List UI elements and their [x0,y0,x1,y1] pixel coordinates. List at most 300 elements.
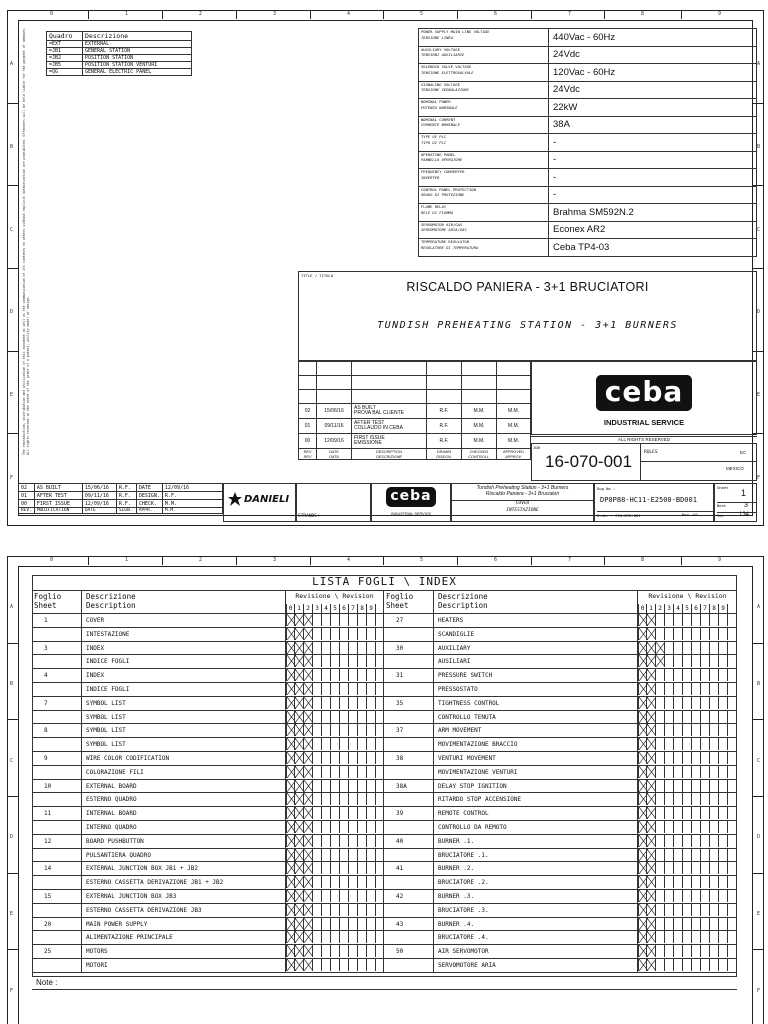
rev-cell [647,752,656,764]
rev-date: 09/11/16 [317,419,352,434]
index-revisions [286,724,383,737]
rev-cell [340,835,349,847]
bottom-title-1: Tundish Preheating Station - 3+1 Burners [476,485,569,491]
revision-cross-icon [295,918,304,930]
rev-cell [710,780,719,792]
index-revisions [286,890,383,903]
ruler-row-label-right: B [757,144,761,150]
ruler-row-tick [7,268,18,269]
rev-cell [710,945,719,957]
index-sheet-number: 12 [32,835,82,848]
rev-cell [295,862,304,874]
revision-cross-icon [647,669,656,681]
rev-cell [340,738,349,750]
rev-cell [692,793,701,805]
rev-cell [349,904,358,916]
rev-cell [295,821,304,833]
rev-cell [295,945,304,957]
bottom-rev-cell: CHECK. [136,500,162,508]
spec-label: SERVOMOTOR AIR/GAS [421,221,463,227]
rev-cell [719,655,728,667]
spec-value: 120Vac - 60Hz [549,64,757,82]
rev-cell [304,628,313,640]
ruler-col-label: 9 [718,11,722,17]
ruler-row-tick [753,873,764,874]
revision-label: Revisione \ Revision [648,592,727,600]
rev-approved: M.M. [497,404,531,419]
index-sheet-number: 30 [384,642,434,655]
rev-cell [349,862,358,874]
index-revisions [286,959,383,972]
rev-cell [665,821,674,833]
rev-cell [349,807,358,819]
rev-cell [304,738,313,750]
bottom-rev-cell: 00 [19,500,35,508]
index-sheet-number: 3 [32,642,82,655]
rev-cell [674,780,683,792]
rev-cell [683,904,692,916]
rev-head-cell: APPROVED [497,449,531,455]
index-sheet-number [384,959,434,972]
rev-cell [331,918,340,930]
index-row [384,752,737,766]
rev-cell [710,614,719,626]
tot-number: 134 [739,512,750,518]
rev-cell [313,835,322,847]
dwg-number: DP0P88-HC11-E2500-BD001 [600,496,697,504]
rev-cell [313,807,322,819]
rev-cell [638,849,647,861]
rev-cell [358,793,367,805]
ruler-row-tick [7,873,18,874]
rev-cell [692,780,701,792]
rev-cell [719,766,728,778]
index-sheet-number: 7 [32,697,82,710]
index-sheet-number [32,628,82,641]
revision-cross-icon [295,862,304,874]
bottom-rev-cell: 12/09/16 [82,500,116,508]
rev-cell [692,807,701,819]
index-row [32,793,383,807]
ruler-row-tick [7,433,18,434]
rev-cell [638,711,647,723]
rev-cell [710,655,719,667]
rev-cell [710,628,719,640]
ruler-col-tick [681,556,682,565]
bottom-rev-cell: R.F. [116,500,136,508]
index-revisions [286,752,383,765]
revision-cross-icon [304,711,313,723]
rev-cell [313,793,322,805]
spec-row [419,169,757,187]
index-row [32,655,383,669]
rev-cell [683,628,692,640]
spec-row [419,186,757,204]
rev-cell [349,821,358,833]
index-sheet-number: 31 [384,669,434,682]
rev-cell [322,890,331,902]
rev-cell [719,945,728,957]
ruler-col-label: 2 [199,557,203,563]
index-row [384,904,737,918]
rev-cell [331,876,340,888]
rev-cell [665,711,674,723]
rev-cell [286,849,295,861]
spec-label: SOLENOID VALVE VOLTAGE [421,64,472,69]
index-description: COLORAZIONE FILI [82,766,286,779]
rev-date: 12/09/16 [317,434,352,449]
ruler-row-label-left: A [10,604,14,611]
rev-cell [692,945,701,957]
rev-cell [295,614,304,626]
index-row [32,669,383,683]
index-row [32,628,383,642]
rev-cell [674,945,683,957]
rev-cell [313,945,322,957]
rev-cell [674,669,683,681]
rev-cell [638,628,647,640]
rev-cell [340,918,349,930]
rev-cell [710,849,719,861]
index-sheet-number [384,793,434,806]
rev-cell [656,849,665,861]
bottom-title-4: INTESTAZIONE [506,508,539,513]
rev-cell [638,793,647,805]
spec-sub: SERVOMOTORE ARIA/GAS [421,227,467,232]
spec-label: NOMINAL POWER [421,99,451,104]
rev-cell [683,835,692,847]
spec-label: NOMINAL CURRENT [421,116,456,122]
rev-cell [286,642,295,654]
foglio-label: Foglio [34,592,62,601]
index-sheet-number [384,766,434,779]
spec-row [419,99,757,117]
rev-cell [331,766,340,778]
bottom-rev-cell: 12/09/16 [162,484,222,492]
star-icon [228,492,242,506]
industrial-service: INDUSTRIAL SERVICE [603,418,685,427]
ruler-row-label-right: C [757,226,761,233]
index-row [32,904,383,918]
index-revisions [286,835,383,848]
rev-cell [665,614,674,626]
ruler-col-label: 3 [273,11,277,17]
index-sheet-number [32,849,82,862]
rev-cell [656,807,665,819]
index-sheet-number: 43 [384,918,434,931]
bottom-rev-cell: 15/06/16 [82,484,116,492]
index-row [384,780,737,794]
rev-cell [701,752,710,764]
rev-cell [295,669,304,681]
rev-cell [692,614,701,626]
rev-cell [701,655,710,667]
ruler-col-tick [310,556,311,565]
rev-cell [674,807,683,819]
rev-cell [331,959,340,971]
ruler-row-tick [7,643,18,644]
index-row [32,697,383,711]
rev-desc-cell [352,404,427,419]
rev-cell [692,862,701,874]
revision-label: Revisione \ Revision [295,592,374,600]
rev-cell [367,780,376,792]
rev-approved: M.M. [497,434,531,449]
index-description: INDEX [82,642,286,655]
ceba-small-block [371,483,451,522]
index-description: BURNER .2. [434,862,638,875]
rev-cell [340,959,349,971]
index-left-table [32,591,384,973]
rev-cell [322,807,331,819]
index-description: VENTURI MOVEMENT [434,752,638,765]
ruler-col-tick [457,10,458,19]
index-description: WIRE COLOR CODIFICATION [82,752,286,765]
index-row [32,780,383,794]
index-sheet-number [384,655,434,668]
rev-cell [647,669,656,681]
index-sheet-number [32,821,82,834]
spec-row [419,134,757,152]
revision-cross-icon [647,931,656,943]
rev-cell [313,918,322,930]
rev-cell [719,738,728,750]
index-sheet-number [384,849,434,862]
ruler-row-label-left: A [10,61,14,68]
index-revisions [638,655,737,668]
rev-cell [638,642,647,654]
all-rights: ALL RIGHTS RESERVED [531,436,757,442]
rev-desc-2: PROVA BAL CLIENTE [354,410,405,416]
rev-cell [701,931,710,943]
index-revisions [638,835,737,848]
bottom-rev-row [19,492,223,500]
rev-cell [349,724,358,736]
index-description: DELAY STOP IGNITION [434,780,638,793]
rev-cell [304,807,313,819]
index-row [384,642,737,656]
ruler-col-tick [531,10,532,19]
index-description: BRUCIATORE .1. [434,849,638,862]
country-divider [640,461,757,462]
ruler-row-tick [753,949,764,950]
ruler-col-label: 3 [273,557,277,563]
revision-cross-icon [304,931,313,943]
rev-cell [367,821,376,833]
rev-cell [304,669,313,681]
rev-cell [358,724,367,736]
rev-digit: 2 [304,604,313,613]
ruler-col-tick [310,10,311,19]
rev-cell [701,821,710,833]
rev-cell [358,669,367,681]
rev-cell [322,904,331,916]
rev-head-sub-cell: CONTROLL. [462,455,497,460]
rev-cell [322,738,331,750]
rev-cell [304,862,313,874]
rev-cell [719,918,728,930]
index-row [32,835,383,849]
revision-cross-icon [295,614,304,626]
dwg-label: Dwg No : [597,486,616,491]
industrial-service-small: INDUSTRIAL SERVICE [390,512,432,516]
revision-cross-icon [304,793,313,805]
rev-cell [304,655,313,667]
index-description: BURNER .1. [434,835,638,848]
rev-head-sub-cell: DISEGN. [427,455,462,460]
rev-cell [367,766,376,778]
desc-col-head [434,591,638,613]
rev-cell [692,642,701,654]
rev-cell [313,738,322,750]
revision-cross-icon [304,849,313,861]
spec-label-cell [419,64,549,82]
rev-cell [647,931,656,943]
index-revisions [638,628,737,641]
rev-cell [358,849,367,861]
rev-cell [656,793,665,805]
rev-cell [367,835,376,847]
rev-cell [313,628,322,640]
rev-desc-2: EMISSIONE [354,440,382,446]
rev-cell [710,711,719,723]
rev-digit: 1 [295,604,304,613]
index-sheet-number: 38A [384,780,434,793]
rev-cell [638,738,647,750]
index-description: INTERNO QUADRO [82,821,286,834]
index-row [384,890,737,904]
spec-sub: RELE DI FIAMMA [421,209,454,215]
rev-digit: 1 [647,604,656,613]
job-label: JOB [533,445,540,450]
rev-cell [665,849,674,861]
bottom-head-cell: MODIFICATION [34,508,82,514]
index-revisions [286,711,383,724]
revision-cross-icon [647,752,656,764]
rev-cell [665,890,674,902]
index-revisions [286,628,383,641]
rev-cell [710,890,719,902]
revision-cross-icon [647,766,656,778]
rev-cell [638,876,647,888]
spec-row [419,239,757,257]
index-sheet-number [32,655,82,668]
rev-cell [665,876,674,888]
rev-cell [701,642,710,654]
index-row [384,849,737,863]
ruler-row-label-left: C [10,757,14,764]
rev-cell [295,876,304,888]
index-row [384,807,737,821]
index-description: MOVIMENTAZIONE BRACCIO [434,738,638,751]
quadro-row [47,55,192,62]
revision-cross-icon [304,766,313,778]
rev-cell [683,849,692,861]
index-description: INTERNAL BOARD [82,807,286,820]
index-revisions [286,918,383,931]
bottom-rev-cell: 02 [19,484,35,492]
index-sheet-number: 25 [32,945,82,958]
rev-cell [665,918,674,930]
rev-cell [358,738,367,750]
rev-cell [349,655,358,667]
index-row [384,793,737,807]
rev-cell [647,793,656,805]
rev-cell [349,876,358,888]
rev-cell [340,945,349,957]
ruler-col-label: 9 [718,557,722,563]
rev-head-sub-cell: DATA [317,455,352,460]
rev-cell [313,614,322,626]
revision-cross-icon [295,766,304,778]
index-row [384,655,737,669]
rev-cell [340,862,349,874]
rev-cell [313,780,322,792]
rev-cell [367,945,376,957]
rev-cell [313,849,322,861]
index-description: CONTROLLO DA REMOTO [434,821,638,834]
index-sheet-number [32,959,82,972]
rev-cell [286,918,295,930]
index-revisions [638,780,737,793]
revision-cross-icon [295,752,304,764]
rev-cell [322,614,331,626]
rev-cell [349,614,358,626]
rev-cell [304,931,313,943]
index-sheet-number: 10 [32,780,82,793]
revision-cross-icon [647,780,656,792]
rev-cell [322,780,331,792]
rev-cell [358,683,367,695]
ceba-logo: ceba [596,375,692,411]
index-description: TIGHTNESS CONTROL [434,697,638,710]
index-revisions [286,793,383,806]
rev-cell [331,628,340,640]
rev-cell [295,724,304,736]
index-revisions [638,945,737,958]
rev-cell [656,655,665,667]
rev-cell [322,959,331,971]
rev-cell [340,628,349,640]
index-revisions [638,904,737,917]
bottom-title-2: Riscaldo Paniera - 3+1 Bruciatori [485,491,560,497]
ruler-row-label-left: E [10,911,14,917]
rev-cell [313,931,322,943]
rev-cell [313,711,322,723]
rev-cell [304,697,313,709]
rev-cell [638,724,647,736]
rev-cell [710,752,719,764]
rev-digit: 0 [286,604,295,613]
revision-cross-icon [295,931,304,943]
rev-cell [647,683,656,695]
index-row [32,849,383,863]
index-description: MOVIMENTAZIONE VENTURI [434,766,638,779]
revision-cross-icon [647,904,656,916]
rev-cell [358,890,367,902]
rev-cell [367,642,376,654]
rev-cell [304,835,313,847]
spec-value: Econex AR2 [549,221,757,239]
rev-cell [719,890,728,902]
rev-cell [349,835,358,847]
revision-cross-icon [295,697,304,709]
rev-cell [313,959,322,971]
rev-cell [367,655,376,667]
rev-cell [719,931,728,943]
spec-sub: TENSIONI AUSILIARIE [421,52,465,57]
index-revisions [286,697,383,710]
